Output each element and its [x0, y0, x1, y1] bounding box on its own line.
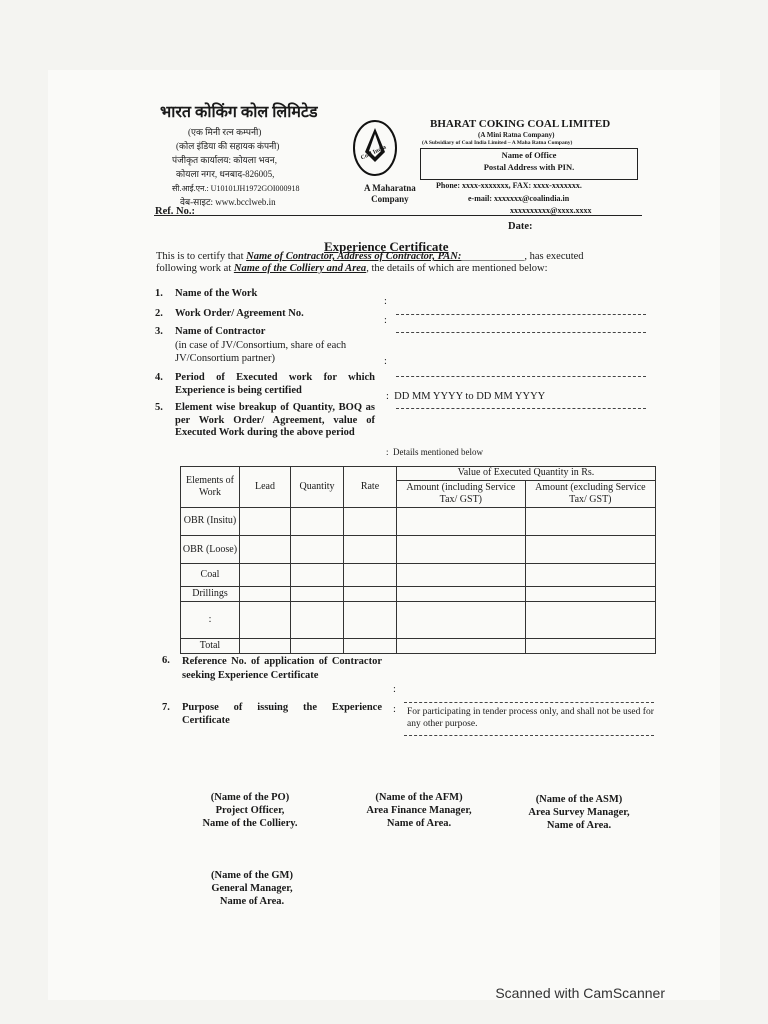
table-row-label: OBR (Insitu)	[181, 507, 240, 535]
fill-line	[396, 332, 646, 333]
work-table	[180, 466, 656, 654]
item-6: 6. Reference No. of application of Contractor seeking Experience Certificate	[162, 655, 382, 681]
english-subtitle: (A Mini Ratna Company)	[478, 131, 555, 139]
table-header: Quantity	[291, 467, 344, 508]
english-company-name: BHARAT COKING COAL LIMITED	[430, 118, 611, 130]
fill-line	[396, 314, 646, 315]
signature-po: (Name of the PO) Project Officer, Name of the Colliery.	[202, 792, 298, 829]
item-1: 1. Name of the Work	[155, 288, 258, 299]
hindi-line: (एक मिनी रत्न कम्पनी)	[188, 127, 262, 137]
colon: :	[384, 315, 387, 326]
table-header: Rate	[344, 467, 397, 508]
camscanner-watermark: Scanned with CamScanner	[495, 985, 665, 1001]
signature-afm: (Name of the AFM) Area Finance Manager, Name of Area.	[366, 792, 472, 829]
hindi-line: पंजीकृत कार्यालय: कोयला भवन,	[172, 155, 278, 165]
table-header: Amount (excluding Service Tax/ GST)	[525, 480, 655, 507]
table-row-label: Coal	[181, 564, 240, 587]
date-label: Date:	[508, 221, 533, 232]
hindi-website: वेब-साइट: www.bcclweb.in	[180, 197, 276, 207]
table-row-label: :	[181, 601, 240, 639]
colon: :	[393, 684, 396, 695]
table-row-label: Total	[181, 639, 240, 654]
item-3: 3. Name of Contractor (in case of JV/Consortium, share of each JV/Consortium partner)	[155, 326, 347, 364]
table-header: Elements of Work	[181, 467, 240, 508]
fill-line	[404, 735, 654, 736]
purpose-value: For participating in tender process only, and shall not be used for any other purpose.	[407, 707, 654, 729]
signature-asm: (Name of the ASM) Area Survey Manager, Name of Area.	[528, 794, 630, 831]
office-box: Name of Office Postal Address with PIN.	[420, 148, 638, 180]
maharatna-label: A Maharatna Company	[364, 183, 416, 204]
hindi-line: सी.आई.एन.: U10101JH1972GOI000918	[172, 184, 300, 193]
fill-line	[404, 702, 654, 703]
certificate-title: Experience Certificate	[324, 239, 449, 254]
table-row-label: OBR (Loose)	[181, 535, 240, 563]
table-header: Lead	[240, 467, 291, 508]
item-2: 2. Work Order/ Agreement No.	[155, 308, 304, 319]
colliery-placeholder: Name of the Colliery and Area	[233, 263, 367, 274]
fill-line	[396, 376, 646, 377]
english-subtitle: (A Subsidiary of Coal India Limited – A Maha Ratna Company)	[422, 140, 573, 146]
email: e-mail: xxxxxxx@coalindia.in	[468, 194, 570, 203]
table-header: Amount (including Service Tax/ GST)	[397, 480, 526, 507]
period-value: : DD MM YYYY to DD MM YYYY	[386, 391, 546, 402]
fill-line	[396, 408, 646, 409]
colon: :	[384, 356, 387, 367]
item-7: 7. Purpose of issuing the Experience Certificate	[162, 702, 382, 726]
signature-gm: (Name of the GM) General Manager, Name of Area.	[211, 870, 293, 907]
colon: :	[384, 296, 387, 307]
hindi-line: (कोल इंडिया की सहायक कंपनी)	[176, 141, 280, 151]
item-5: 5. Element wise breakup of Quantity, BOQ as per Work Order/ Agreement, value of Executed Work during the above period	[155, 402, 375, 438]
hindi-company-name: भारत कोकिंग कोल लिमिटेड	[160, 104, 318, 121]
logo-text: Coal India	[360, 144, 388, 162]
ref-no: Ref. No.:	[155, 206, 195, 217]
email: xxxxxxxxxx@xxxx.xxxx	[510, 206, 592, 215]
details-note: : Details mentioned below	[386, 447, 483, 457]
phone-fax: Phone: xxxx-xxxxxxx, FAX: xxxx-xxxxxxx.	[436, 181, 582, 190]
hindi-line: कोयला नगर, धनबाद-826005,	[176, 169, 275, 179]
colon: :	[393, 704, 396, 715]
intro-paragraph: This is to certify that Name of Contractor, Address of Contractor, PAN:____________, has executed following work at Name of the Colliery and Area, the details of which are mentioned below:	[156, 251, 584, 274]
table-header: Value of Executed Quantity in Rs.	[397, 467, 656, 481]
item-4: 4. Period of Executed work for which Experience is being certified	[155, 372, 375, 396]
header-rule	[154, 215, 642, 216]
table-row-label: Drillings	[181, 587, 240, 602]
contractor-placeholder: Name of Contractor, Address of Contractor, PAN:	[246, 251, 462, 262]
